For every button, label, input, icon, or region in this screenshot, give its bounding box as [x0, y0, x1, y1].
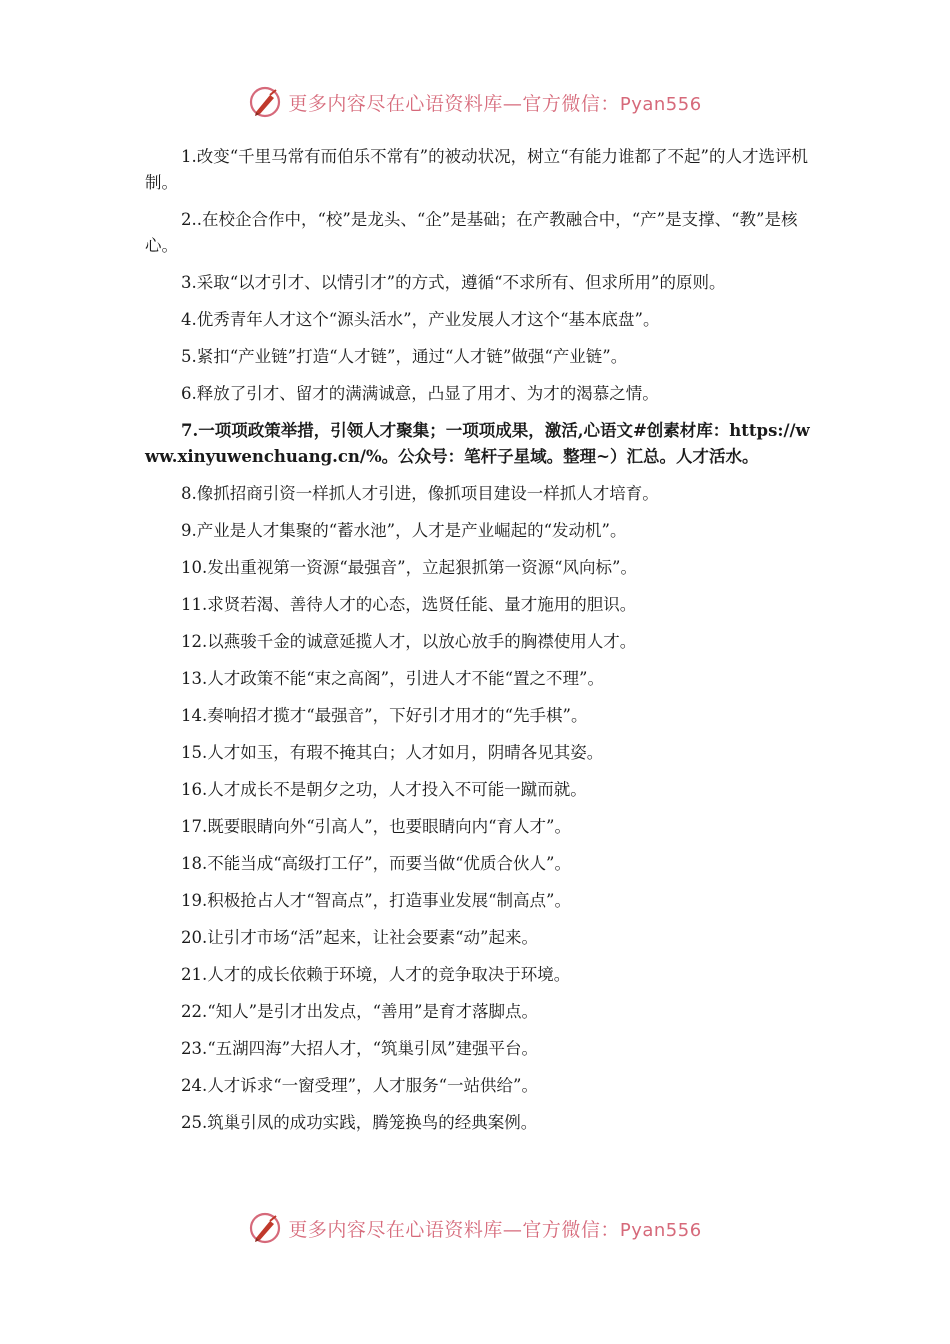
banner-main-text: 更多内容尽在心语资料库—官方微信：: [288, 92, 620, 115]
list-item: 10.发出重视第一资源“最强音”，立起狠抓第一资源“风向标”。: [181, 558, 637, 577]
wechat-id: Pyan556: [619, 1219, 702, 1241]
list-item: 20.让引才市场“活”起来，让社会要素“动”起来。: [181, 928, 538, 947]
list-item: 24.人才诉求“一窗受理”，人才服务“一站供给”。: [181, 1076, 538, 1095]
header-banner: [0, 82, 950, 122]
list-item: 23.“五湖四海”大招人才，“筑巢引凤”建强平台。: [181, 1039, 538, 1058]
pen-nib-logo-icon: [248, 85, 282, 119]
list-item: 17.既要眼睛向外“引高人”，也要眼睛向内“育人才”。: [181, 817, 571, 836]
list-item: 12.以燕骏千金的诚意延揽人才，以放心放手的胸襟使用人才。: [181, 632, 637, 651]
list-item: 9.产业是人才集聚的“蓄水池”，人才是产业崛起的“发动机”。: [181, 521, 627, 540]
list-item: 18.不能当成“高级打工仔”，而要当做“优质合伙人”。: [181, 854, 571, 873]
list-item: 1.改变“千里马常有而伯乐不常有”的被动状况，树立“有能力谁都了不起”的人才选评机制。: [145, 147, 808, 192]
list-item: 25.筑巢引凤的成功实践，腾笼换鸟的经典案例。: [181, 1113, 538, 1132]
list-item: 5.紧扣“产业链”打造“人才链”，通过“人才链”做强“产业链”。: [181, 347, 628, 366]
list-item: 21.人才的成长依赖于环境，人才的竞争取决于环境。: [181, 965, 571, 984]
list-item: 4.优秀青年人才这个“源头活水”，产业发展人才这个“基本底盘”。: [181, 310, 660, 329]
list-item: 11.求贤若渴、善待人才的心态，选贤任能、量才施用的胆识。: [181, 595, 637, 614]
list-item: 8.像抓招商引资一样抓人才引进，像抓项目建设一样抓人才培育。: [181, 484, 659, 503]
list-item: 22.“知人”是引才出发点，“善用”是育才落脚点。: [181, 1002, 538, 1021]
list-item: 16.人才成长不是朝夕之功，人才投入不可能一蹴而就。: [181, 780, 587, 799]
banner-text: [288, 1215, 701, 1242]
pen-nib-logo-icon: [248, 1211, 282, 1245]
list-item: 14.奏响招才揽才“最强音”，下好引才用才的“先手棋”。: [181, 706, 588, 725]
list-item: 13.人才政策不能“束之高阁”，引进人才不能“置之不理”。: [181, 669, 604, 688]
list-item: 7.一项项政策举措，引领人才聚集；一项项成果，激活,心语文#创素材库：https://www.xinyuwenchuang.cn/%。公众号：笔杆子星域。整理~）汇总。人才活水。: [145, 421, 810, 466]
footer-banner: [0, 1208, 950, 1248]
list-item: 19.积极抢占人才“智高点”，打造事业发展“制高点”。: [181, 891, 571, 910]
list-item: 15.人才如玉，有瑕不掩其白；人才如月，阴晴各见其姿。: [181, 743, 604, 762]
quote-list: [145, 144, 815, 1147]
list-item: 6.释放了引才、留才的满满诚意，凸显了用才、为才的渴慕之情。: [181, 384, 659, 403]
list-item: 3.采取“以才引才、以情引才”的方式，遵循“不求所有、但求所用”的原则。: [181, 273, 726, 292]
list-item: 2..在校企合作中，“校”是龙头、“企”是基础；在产教融合中，“产”是支撑、“教”是核心。: [145, 210, 798, 255]
banner-main-text: 更多内容尽在心语资料库—官方微信：: [288, 1218, 620, 1241]
banner-text: [288, 89, 701, 116]
wechat-id: Pyan556: [619, 93, 702, 115]
